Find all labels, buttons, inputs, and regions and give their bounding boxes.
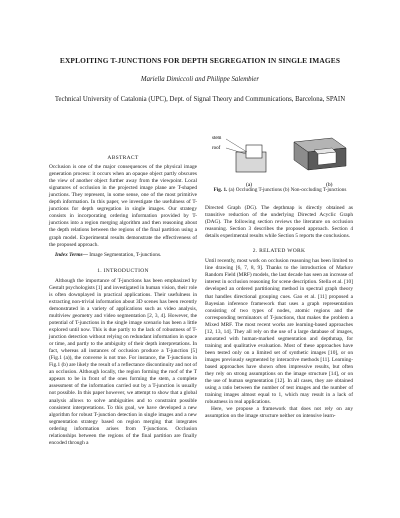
index-terms bbox=[49, 252, 197, 259]
related-body bbox=[205, 258, 353, 420]
figure-panel-b bbox=[294, 138, 346, 188]
related-para-2: Here, we propose a framework that does not rely on any assumption on the image structure neither on intensive learn- bbox=[205, 406, 353, 420]
figure-1 bbox=[212, 130, 352, 192]
block-front-stripe bbox=[318, 152, 336, 165]
abstract-heading: ABSTRACT bbox=[107, 155, 139, 161]
roof-label: roof bbox=[212, 146, 221, 151]
paper-authors: Mariella Dimiccoli and Philippe Salembier bbox=[140, 76, 260, 83]
paper-affiliation: Technical University of Catalonia (UPC), Dept. of Signal Theory and Communications, Barcelona, SPAIN bbox=[54, 96, 346, 103]
figure-panel-a bbox=[212, 136, 266, 188]
figure-1-drawing bbox=[212, 130, 352, 192]
stem-label: stem bbox=[212, 136, 222, 141]
intro-body bbox=[49, 278, 197, 447]
related-para-1: Until recently, most work on occlusion reasoning has been limited to line drawing [6, 7, 8, 9]. Thanks to the introduction of Markov Random Field (MRF) models, the last decade has seen an increase of interest in occlusion reasoning for scene description. Stella et al. [10] developed an ordered partitioning method in spectral graph theory that handles directional grouping cues. Gao et al. [11] proposed a Bayesian inference framework that uses a graph representation consisting of two types of nodes, atomic regions and the corresponding terminators of T-junctions, that makes the problem a Mixed MRF. The most recent works are learning-based approaches [12, 13, 14]. They all rely on the use of a large database of images, annotated with human-marked segmentation and depthmap, for training and qualitative evaluation. Most of these approaches have been tested only on a limited set of synthetic images [10], or on images previously segmented by interactive methods [11]. Learning-based approaches have shown often impressive results, but often they rely on strong assumptions on the image structure [14], or on the use of human segmentation [12]. In all cases, they are obtained using a ratio between the number of test images and the number of training images almost equal to 1, which may result in a lack of robustness in real applications. bbox=[205, 258, 353, 406]
stem-pointer bbox=[226, 139, 247, 152]
figure-1-caption bbox=[205, 187, 355, 194]
caption-text: (a) Occluding T-junctions (b) Non-occluding T-junctions bbox=[227, 187, 347, 193]
intro-text: Although the importance of T-junctions has been emphasized by Gestalt psychologists [1] and investigated in human vision, their role is often downplayed in practical applications. Their usefulness in extracting non-trivial information about 3D scenes has been recently demonstrated in a variety of applications such as video analysis, multiview geometry and video segmentation [2, 3, 4]. However, the potential of T-junctions in the single image scenario has been a little explored until now. This is due partly to the lack of robustness of T-junction detection without relying on redundant information in space or time, and partly to the ambiguity of their depth interpretations. In fact, whereas all instances of occlusion produce a T-junction [5] (Fig.1 (a)), the converse is not true. For instance, the T-junctions in Fig.1 (b) are likely the result of a reflectance discontinuity and not of an occlusion. Although locally, the region forming the roof of the T appears to be in front of the ones forming the stem, a complete assessment of the information carried out by a T-junction is usually not possible. In this paper however, we attempt to show that a global analysis allows to solve ambiguities and to constraint possible consistent interpretations. To this goal, we have developed a new algorithm for robust T-junction detection in single images and a new segmentation strategy based on region merging that integrates ordering information arises from T-junctions. Occlusion relationships between the regions of the final partition are finally encoded through a bbox=[49, 277, 197, 446]
panel-b-label: (b) bbox=[326, 182, 333, 188]
left-column bbox=[49, 155, 197, 447]
right-column bbox=[205, 205, 353, 420]
intro-heading: 1. INTRODUCTION bbox=[97, 267, 149, 274]
intro-continuation bbox=[205, 205, 353, 240]
panel-a-label: (a) bbox=[246, 182, 253, 188]
intro-continuation-text: Directed Graph (DG). The depthmap is directly obtained as transitive reduction of the underlying Directed Acyclic Graph (DAG). The following section reviews the literature on occlusion reasoning. Section 3 describes the proposed approach. Section 4 details experimental results while Section 5 reports the conclusions. bbox=[205, 205, 353, 240]
related-heading: 2. RELATED WORK bbox=[252, 248, 306, 255]
index-terms-label: Index Terms— bbox=[55, 251, 88, 258]
caption-label: Fig. 1. bbox=[213, 187, 228, 193]
abstract-body bbox=[49, 164, 197, 259]
abstract-text: Occlusion is one of the major consequences of the physical image generation process: it occurs when an opaque object partly obscures the view of another object further away from the viewpoint. Local signatures of occlusion in the projected image plane are T-shaped junctions. They represent, in some sense, one of the most primitive depth information. In this paper, we investigate the usefulness of T-junctions for depth segregation in single images. Our strategy consists in incorporating ordering information provided by T-junctions into a region merging algorithm and then reasoning about the depth relations between the regions of the final partition using a graph model. Experimental results demonstrate the effectiveness of the proposed approach. bbox=[49, 164, 197, 248]
paper-title: EXPLOITING T-JUNCTIONS FOR DEPTH SEGREGATION IN SINGLE IMAGES bbox=[59, 56, 341, 65]
index-terms-text: Image Segmentation, T-junctions. bbox=[87, 251, 162, 258]
front-rectangle bbox=[246, 145, 262, 158]
